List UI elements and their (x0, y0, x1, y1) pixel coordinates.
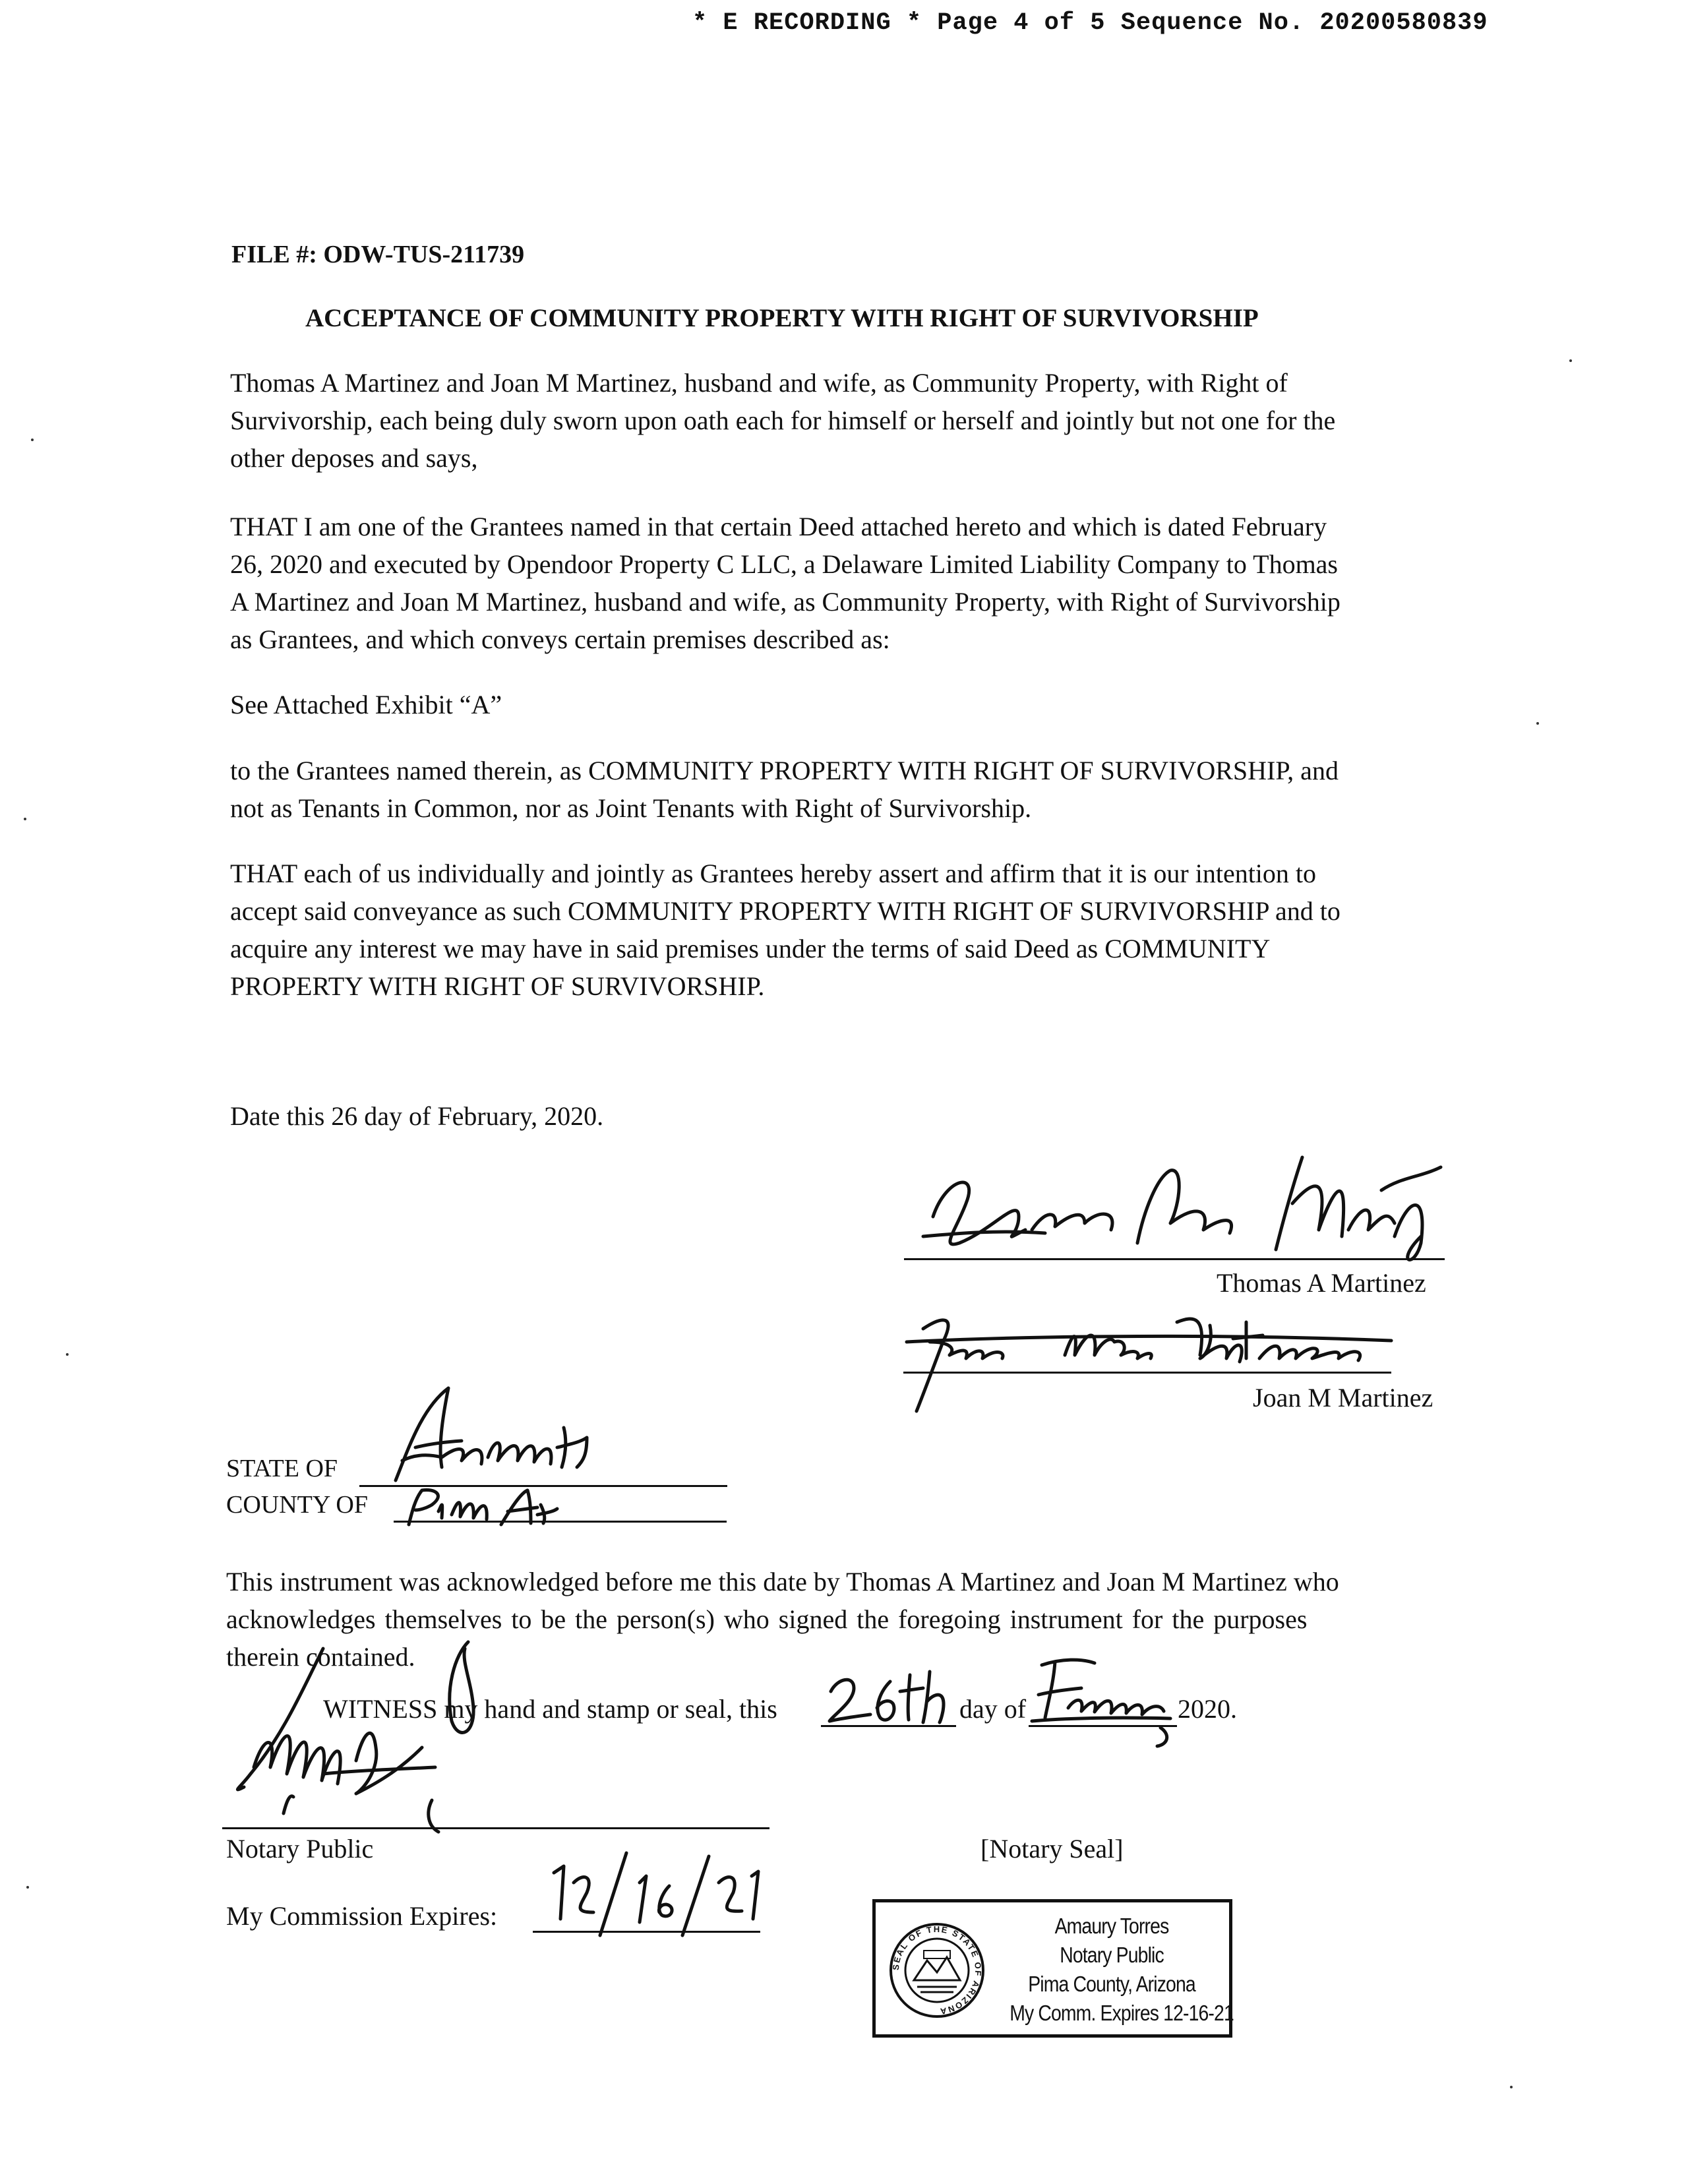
scan-speck (31, 439, 34, 441)
county-label: COUNTY OF (226, 1491, 368, 1519)
exhibit-reference: See Attached Exhibit “A” (230, 690, 502, 719)
signature-thomas (920, 1138, 1447, 1269)
paragraph-affirmation (230, 855, 1470, 1005)
witness-year: 2020. (1178, 1694, 1237, 1724)
text-line: as Grantees, and which conveys certain premises described as: (230, 624, 890, 654)
notary-stamp-text (1010, 1912, 1234, 2028)
notary-county: Pima County, Arizona (1028, 1972, 1195, 1996)
notary-expiration: My Comm. Expires 12-16-21 (1010, 2001, 1234, 2025)
date-line: Date this 26 day of February, 2020. (230, 1101, 604, 1131)
scan-speck (1569, 359, 1572, 362)
recording-header: * E RECORDING * Page 4 of 5 Sequence No. 20200580839 (692, 9, 1488, 37)
signature-line-thomas (904, 1258, 1445, 1260)
notary-public-label: Notary Public (226, 1834, 374, 1864)
witness-day-of: day of (959, 1694, 1027, 1724)
notary-signature (224, 1635, 567, 1833)
witness-month-handwritten (1029, 1655, 1174, 1747)
text-line: therein contained. (226, 1642, 415, 1672)
file-number: FILE #: ODW-TUS-211739 (231, 241, 525, 268)
witness-prefix: WITNESS my hand and stamp or seal, this (323, 1694, 777, 1724)
text-line: 26, 2020 and executed by Opendoor Property C LLC, a Delaware Limited Liability Company to Thomas (230, 549, 1338, 579)
document-title: ACCEPTANCE OF COMMUNITY PROPERTY WITH RIGHT OF SURVIVORSHIP (305, 304, 1259, 332)
signer-name-thomas: Thomas A Martinez (1217, 1268, 1426, 1298)
state-label: STATE OF (226, 1455, 338, 1482)
paragraph-deed (230, 508, 1470, 658)
notary-stamp (872, 1899, 1232, 2038)
text-line: This instrument was acknowledged before me this date by Thomas A Martinez and Joan M Martinez who (226, 1567, 1339, 1596)
state-handwritten-arizona (389, 1381, 600, 1487)
text-line: acknowledges themselves to be the person(s) who signed the foregoing instrument for the purposes (226, 1604, 1308, 1634)
commission-expires-label: My Commission Expires: (226, 1901, 498, 1931)
scan-speck (24, 818, 26, 820)
scan-speck (1536, 722, 1539, 725)
notary-title: Notary Public (1060, 1943, 1164, 1967)
notary-signature-line (222, 1827, 769, 1829)
witness-day-handwritten (824, 1662, 963, 1728)
text-line: accept said conveyance as such COMMUNITY PROPERTY WITH RIGHT OF SURVIVORSHIP and to (230, 896, 1341, 926)
seal-ring-text: SEAL OF THE STATE OF ARIZONA (890, 1924, 984, 2017)
text-line: other deposes and says, (230, 443, 478, 473)
state-seal-icon (888, 1921, 986, 2020)
scan-speck (26, 1886, 29, 1889)
notary-name: Amaury Torres (1054, 1914, 1169, 1938)
commission-expires-handwritten (547, 1846, 771, 1939)
notary-seal-label: [Notary Seal] (980, 1834, 1124, 1864)
paragraph-grantees (230, 752, 1470, 827)
text-line: THAT each of us individually and jointly as Grantees hereby assert and affirm that it is our intention to (230, 859, 1317, 888)
text-line: acquire any interest we may have in said premises under the terms of said Deed as COMMUNITY (230, 934, 1271, 963)
text-line: not as Tenants in Common, nor as Joint Tenants with Right of Survivorship. (230, 793, 1032, 823)
witness-month-line (1029, 1725, 1177, 1727)
text-line: THAT I am one of the Grantees named in that certain Deed attached hereto and which is dated February (230, 512, 1327, 541)
paragraph-parties (230, 364, 1470, 477)
signature-line-joan (903, 1372, 1391, 1374)
text-line: Thomas A Martinez and Joan M Martinez, husband and wife, as Community Property, with Right of (230, 368, 1288, 398)
scan-speck (1510, 2086, 1513, 2088)
text-line: A Martinez and Joan M Martinez, husband and wife, as Community Property, with Right of Survivorship (230, 587, 1341, 617)
text-line: to the Grantees named therein, as COMMUNITY PROPERTY WITH RIGHT OF SURVIVORSHIP, and (230, 756, 1339, 785)
text-line: Survivorship, each being duly sworn upon oath each for himself or herself and jointly but not one for the (230, 406, 1336, 435)
text-line: PROPERTY WITH RIGHT OF SURVIVORSHIP. (230, 971, 765, 1001)
county-handwritten-pima (396, 1485, 580, 1531)
signer-name-joan: Joan M Martinez (1253, 1383, 1433, 1412)
scan-speck (66, 1353, 69, 1356)
